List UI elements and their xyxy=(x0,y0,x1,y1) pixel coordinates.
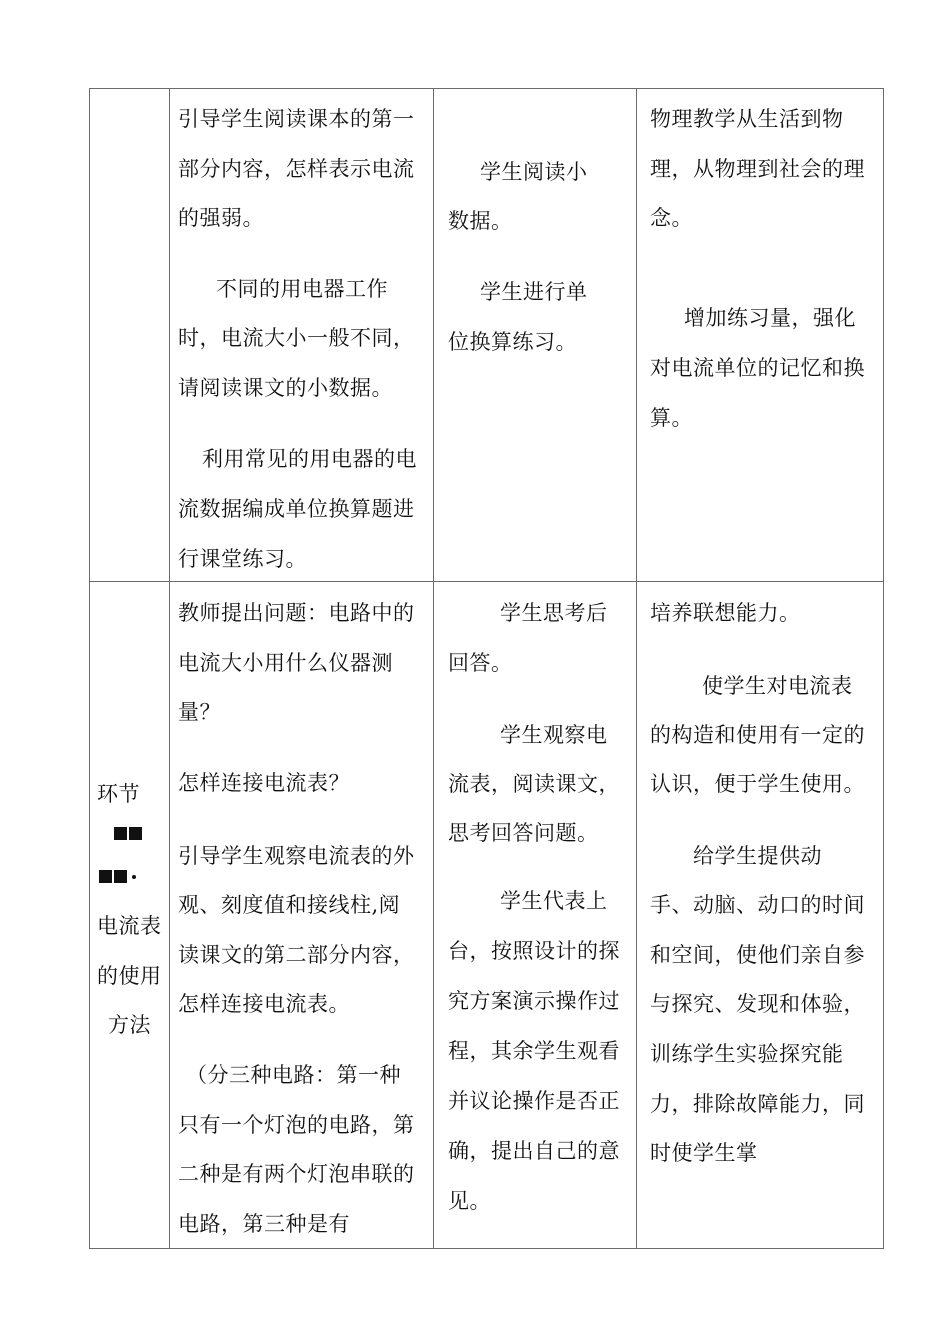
row1-student-line-3: 学生进行单 xyxy=(480,280,588,304)
row1-teacher-line-7: 利用常见的用电器的电 xyxy=(202,447,417,471)
row2-intent-line-11: 时使学生掌 xyxy=(650,1141,758,1165)
row2-teacher-line-10: 只有一个灯泡的电路，第 xyxy=(178,1113,415,1137)
row2-teacher-line-3: 量？ xyxy=(178,700,221,724)
row2-student-line-7: 台，按照设计的探 xyxy=(448,939,620,963)
row2-teacher-line-9: （分三种电路：第一种 xyxy=(186,1063,401,1087)
row2-student-line-4: 流表，阅读课文， xyxy=(448,772,620,796)
row2-teacher-line-1: 教师提出问题：电路中的 xyxy=(178,601,415,625)
column-divider-2 xyxy=(433,88,434,1249)
table-bottom-border xyxy=(89,1248,884,1249)
redaction-block xyxy=(99,870,112,883)
redaction-block xyxy=(129,827,142,840)
row2-student-line-1: 学生思考后 xyxy=(500,601,608,625)
row2-intent-line-5: 给学生提供动 xyxy=(693,844,822,868)
column-divider-1 xyxy=(169,88,170,1249)
row2-teacher-line-8: 怎样连接电流表。 xyxy=(178,992,350,1016)
row1-intent-line-2: 理，从物理到社会的理 xyxy=(650,157,865,181)
row1-intent-line-1: 物理教学从生活到物 xyxy=(650,107,844,131)
row2-teacher-line-2: 电流大小用什么仪器测 xyxy=(178,651,393,675)
row1-student-line-4: 位换算练习。 xyxy=(448,330,577,354)
table-right-border xyxy=(883,88,884,1249)
row1-teacher-line-8: 流数据编成单位换算题进 xyxy=(178,497,415,521)
row2-student-line-3: 学生观察电 xyxy=(500,723,608,747)
row2-intent-line-7: 和空间，使他们亲自参 xyxy=(650,943,865,967)
row1-teacher-line-3: 的强弱。 xyxy=(178,206,264,230)
row1-student-line-2: 数据。 xyxy=(448,209,513,233)
row1-teacher-line-2: 部分内容，怎样表示电流 xyxy=(178,157,415,181)
row2-teacher-line-5: 引导学生观察电流表的外 xyxy=(178,844,415,868)
section-label-line-2: 电流表 xyxy=(97,914,162,938)
row2-intent-line-8: 与探究、发现和体验， xyxy=(650,992,865,1016)
row1-intent-line-4: 增加练习量，强化 xyxy=(684,306,856,330)
section-label-line-3: 的使用 xyxy=(97,964,162,988)
row2-student-line-2: 回答。 xyxy=(448,651,513,675)
row2-student-line-11: 确，提出自己的意 xyxy=(448,1139,620,1163)
dot-mark xyxy=(132,875,136,879)
table-top-border xyxy=(89,88,884,89)
row2-intent-line-1: 培养联想能力。 xyxy=(650,601,801,625)
row2-intent-line-9: 训练学生实验探究能 xyxy=(650,1042,844,1066)
section-label-line-4: 方法 xyxy=(108,1013,151,1037)
row2-teacher-line-6: 观、刻度值和接线柱,阅 xyxy=(178,893,401,917)
row2-student-line-6: 学生代表上 xyxy=(500,889,608,913)
row2-intent-line-2: 使学生对电流表 xyxy=(702,674,853,698)
row1-teacher-line-1: 引导学生阅读课本的第一 xyxy=(178,107,415,131)
redacted-glyphs-1 xyxy=(114,827,142,840)
row1-intent-line-3: 念。 xyxy=(650,206,693,230)
row1-student-line-1: 学生阅读小 xyxy=(480,160,588,184)
column-divider-3 xyxy=(636,88,637,1249)
row1-teacher-line-5: 时，电流大小一般不同， xyxy=(178,326,415,350)
row1-intent-line-6: 算。 xyxy=(650,406,693,430)
row1-teacher-line-4: 不同的用电器工作 xyxy=(216,277,388,301)
row2-student-line-5: 思考回答问题。 xyxy=(448,821,599,845)
row2-student-line-10: 并议论操作是否正 xyxy=(448,1089,620,1113)
row2-teacher-line-12: 电路，第三种是有 xyxy=(178,1212,350,1236)
row1-intent-line-5: 对电流单位的记忆和换 xyxy=(650,356,865,380)
row2-teacher-line-11: 二种是有两个灯泡串联的 xyxy=(178,1162,415,1186)
row2-student-line-9: 程，其余学生观看 xyxy=(448,1039,620,1063)
row2-intent-line-3: 的构造和使用有一定的 xyxy=(650,723,865,747)
row2-intent-line-4: 认识，便于学生使用。 xyxy=(650,772,865,796)
row2-student-line-8: 究方案演示操作过 xyxy=(448,989,620,1013)
row-divider xyxy=(89,581,884,582)
row2-student-line-12: 见。 xyxy=(448,1189,491,1213)
row2-teacher-line-4: 怎样连接电流表？ xyxy=(178,771,350,795)
row2-intent-line-10: 力，排除故障能力，同 xyxy=(650,1092,865,1116)
redaction-block xyxy=(114,870,127,883)
row2-intent-line-6: 手、动脑、动口的时间 xyxy=(650,893,865,917)
row1-teacher-line-9: 行课堂练习。 xyxy=(178,547,307,571)
redaction-block xyxy=(114,827,127,840)
row1-teacher-line-6: 请阅读课文的小数据。 xyxy=(178,376,393,400)
redacted-glyphs-2 xyxy=(99,870,136,883)
row2-teacher-line-7: 读课文的第二部分内容， xyxy=(178,943,415,967)
section-label-line-1: 环节 xyxy=(97,782,140,806)
table-left-border xyxy=(89,88,90,1249)
